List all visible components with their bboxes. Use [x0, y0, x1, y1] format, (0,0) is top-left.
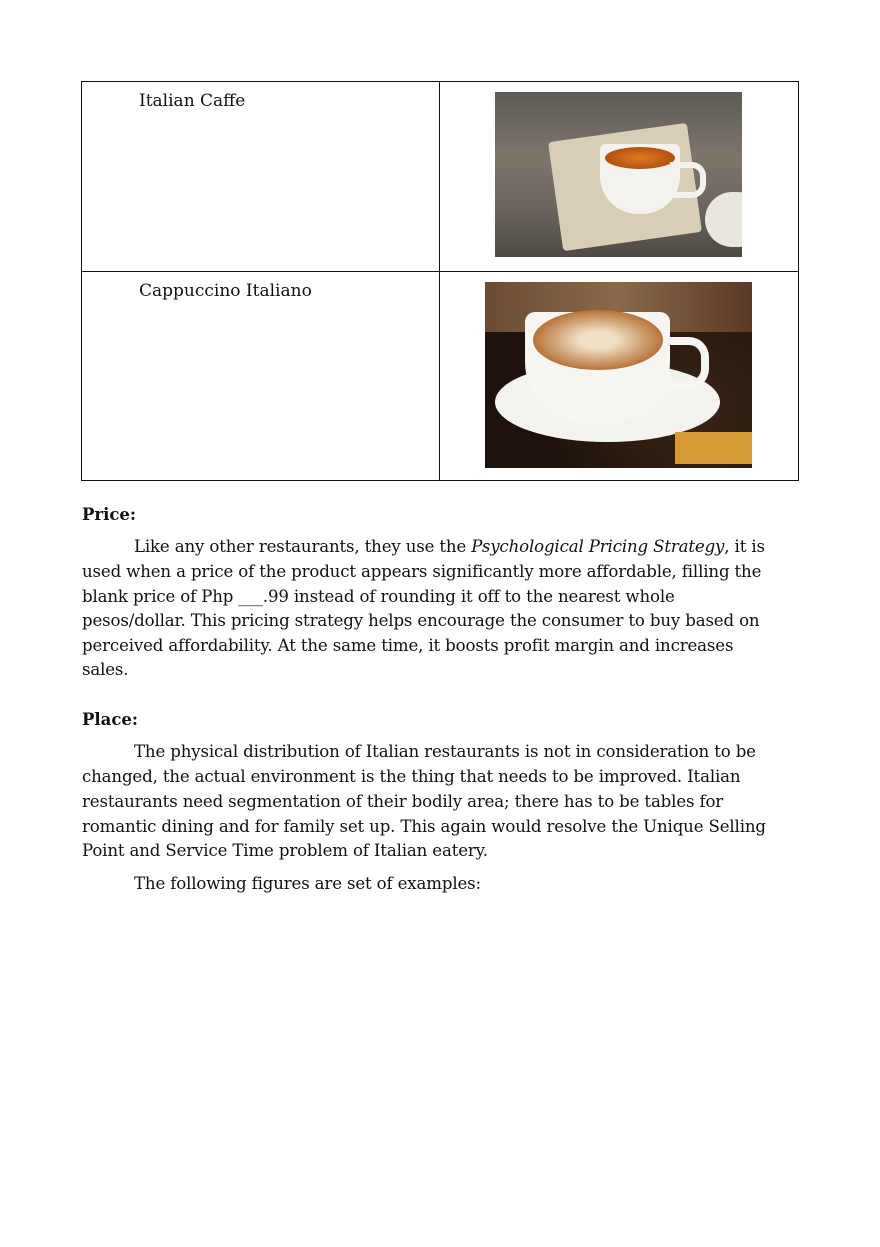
table-row — [82, 82, 799, 272]
espresso-image — [495, 92, 742, 257]
place-paragraph-line: changed, the actual environment is the thing that needs to be improved. Italian — [82, 767, 741, 786]
table-row — [82, 272, 799, 481]
price-paragraph-line: blank price of Php ___.99 instead of rounding it off to the nearest whole — [82, 587, 675, 606]
emphasis: Psychological Pricing Strategy — [471, 537, 725, 556]
price-heading: Price: — [82, 505, 137, 524]
place-paragraph-line: Point and Service Time problem of Italian eatery. — [82, 841, 488, 860]
place-heading: Place: — [82, 710, 139, 729]
menu-table — [81, 81, 799, 481]
place-paragraph-line: The physical distribution of Italian restaurants is not in consideration to be — [134, 742, 756, 761]
place-paragraph-line: romantic dining and for family set up. This again would resolve the Unique Selling — [82, 817, 766, 836]
cappuccino-image — [485, 282, 752, 468]
price-paragraph-line: Like any other restaurants, they use the Psychological Pricing Strategy, it is — [134, 537, 765, 556]
item-name: Italian Caffe — [82, 82, 440, 272]
item-name: Cappuccino Italiano — [82, 272, 440, 481]
followup-text: The following figures are set of examples: — [134, 874, 481, 893]
place-paragraph-line: restaurants need segmentation of their bodily area; there has to be tables for — [82, 792, 724, 811]
price-paragraph-line: used when a price of the product appears significantly more affordable, filling the — [82, 562, 762, 581]
price-paragraph-line: pesos/dollar. This pricing strategy helps encourage the consumer to buy based on — [82, 611, 760, 630]
price-paragraph-line: sales. — [82, 660, 129, 679]
logo-badge — [675, 432, 752, 464]
price-paragraph-line: perceived affordability. At the same time, it boosts profit margin and increases — [82, 636, 734, 655]
